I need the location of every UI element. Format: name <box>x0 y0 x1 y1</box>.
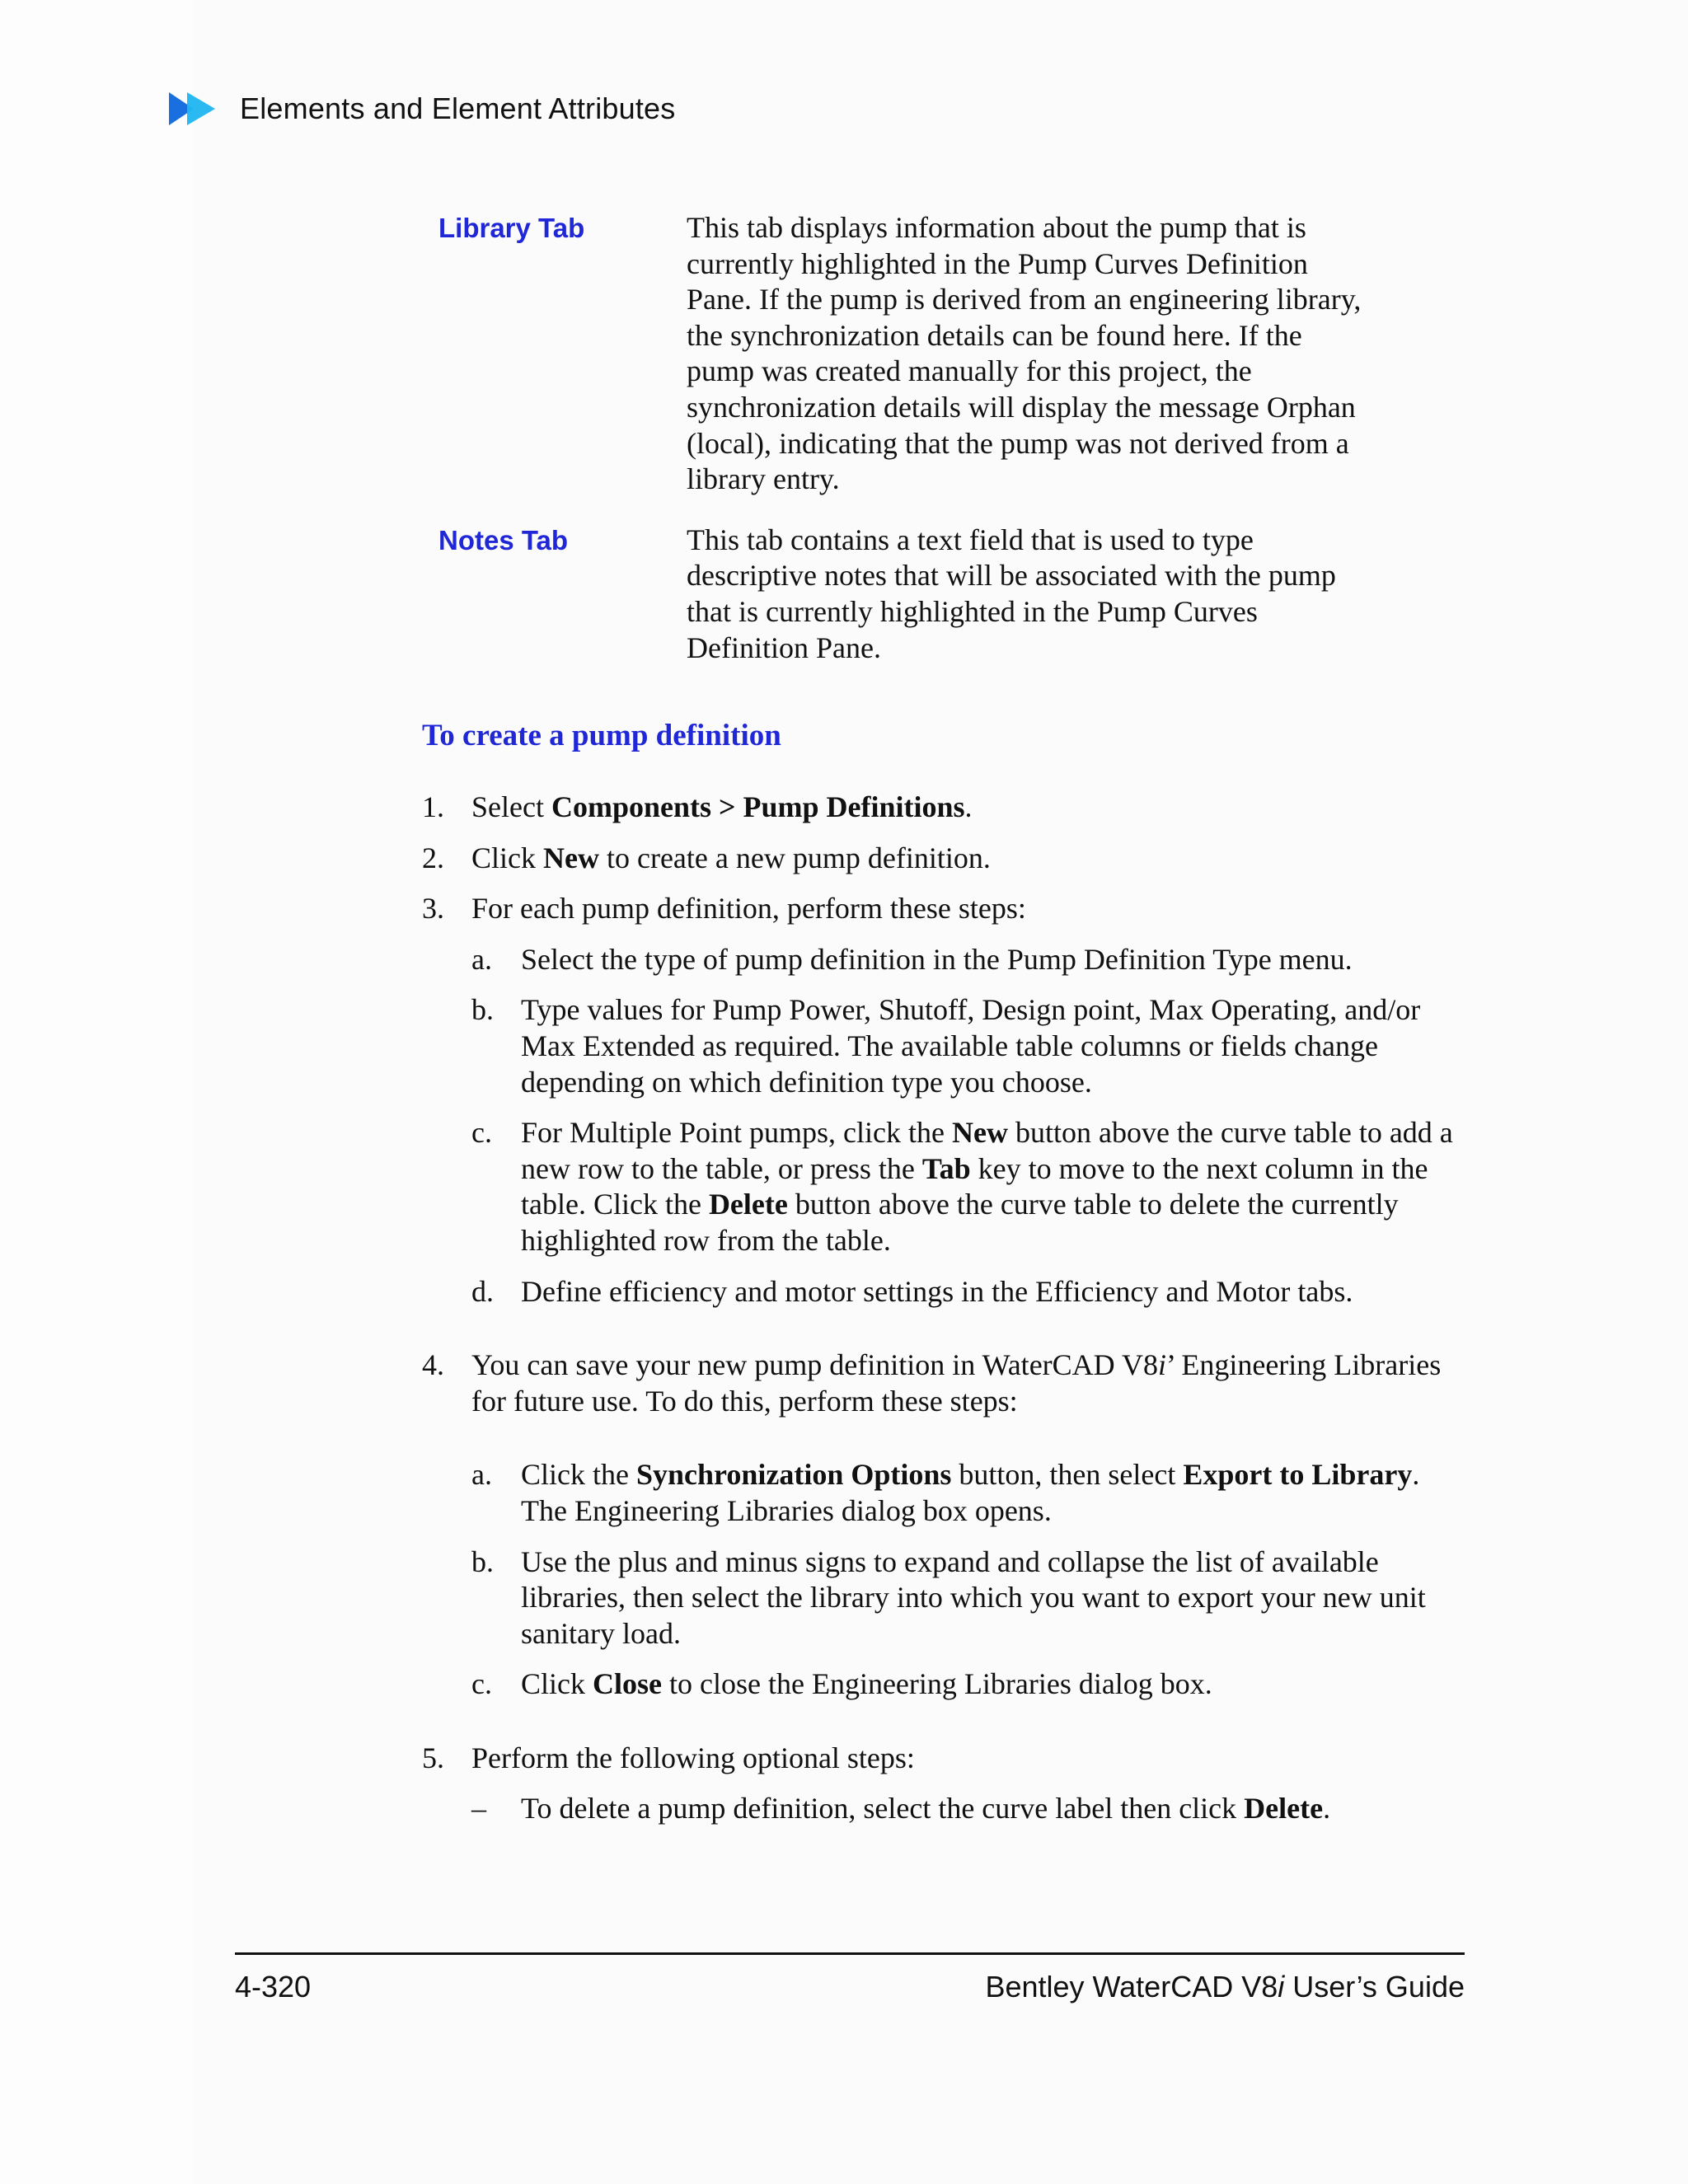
text-run: ’ Engineering Libraries for future use. To do this, perform these steps: <box>471 1348 1442 1418</box>
step-number: 5. <box>422 1741 444 1774</box>
step-text <box>471 1347 1469 1419</box>
text-run: button above the curve table to delete the currently highlighted row from the table. <box>521 1188 1399 1257</box>
substep-marker: c. <box>471 1116 492 1150</box>
substep-4c <box>471 1666 1469 1703</box>
substep-marker: a. <box>471 942 492 976</box>
step-5 <box>422 1741 1469 1777</box>
procedure-heading: To create a pump definition <box>422 719 781 752</box>
button-name: Synchronization Options <box>635 1458 952 1492</box>
step-number: 1. <box>422 790 444 823</box>
step-number: 2. <box>422 841 444 874</box>
chapter-title: Elements and Element Attributes <box>240 91 676 125</box>
text-run: . <box>1323 1792 1331 1825</box>
step-3 <box>422 891 1469 927</box>
substep-text: Select the type of pump definition in the Pump Definition Type menu. <box>521 942 1353 976</box>
step-2 <box>422 841 1469 877</box>
text-run: key to move to the next column in the table. Click the <box>521 1151 1428 1221</box>
menu-item-name: Export to Library <box>1183 1458 1413 1492</box>
substep-text: Type values for Pump Power, Shutoff, Design point, Max Operating, and/or Max Extended as required. The available table columns or fields change depending on which definition type you choose. <box>521 993 1421 1099</box>
step-4-substeps <box>471 1457 1469 1703</box>
definition-row-notes-tab <box>438 523 1378 666</box>
text-run: Select <box>471 790 551 823</box>
double-chevron-right-icon <box>169 91 222 127</box>
text-run: button, then select <box>951 1458 1184 1492</box>
text-run: Click the <box>521 1458 636 1492</box>
product-version-italic: i <box>1158 1348 1167 1382</box>
substep-3b <box>471 992 1469 1100</box>
step-5-substeps <box>471 1791 1469 1827</box>
definition-description: This tab contains a text field that is used to type descriptive notes that will be associated with the pump that is currently highlighted in the Pump Curves Definition Pane. <box>687 523 1336 664</box>
substep-marker: a. <box>471 1458 492 1492</box>
menu-path: Components > Pump Definitions <box>551 790 965 823</box>
substep-text: Define efficiency and motor settings in the Efficiency and Motor tabs. <box>521 1274 1353 1308</box>
definition-term: Notes Tab <box>438 524 569 555</box>
text-run: Click <box>521 1667 593 1701</box>
book-title-italic: i <box>1278 1970 1285 2004</box>
book-title <box>985 1970 1465 2004</box>
footer-divider <box>235 1952 1465 1955</box>
button-name: New <box>543 841 599 874</box>
book-title-text: User’s Guide <box>1284 1970 1465 2004</box>
button-name: Delete <box>1244 1792 1324 1825</box>
step-1 <box>422 790 1469 826</box>
button-name: New <box>951 1116 1008 1150</box>
step-3-substeps <box>471 942 1469 1310</box>
text-run: To delete a pump definition, select the curve label then click <box>521 1792 1245 1825</box>
substep-4a <box>471 1457 1469 1529</box>
definition-row-library-tab <box>438 210 1378 498</box>
substep-text <box>521 1115 1469 1258</box>
page-header <box>169 86 675 132</box>
substep-marker: b. <box>471 993 494 1027</box>
dash-bullet: – <box>471 1792 486 1825</box>
substep-text <box>521 1666 1469 1703</box>
page-number: 4-320 <box>235 1970 312 2004</box>
text-run: For Multiple Point pumps, click the <box>521 1116 952 1150</box>
button-name: Delete <box>708 1188 788 1221</box>
step-text <box>471 790 1469 826</box>
step-text: For each pump definition, perform these steps: <box>471 892 1026 926</box>
text-run: . <box>964 790 973 823</box>
key-name: Tab <box>921 1151 971 1185</box>
substep-text <box>521 1457 1469 1529</box>
step-number: 3. <box>422 892 444 926</box>
text-run: Click <box>471 841 543 874</box>
substep-text: Use the plus and minus signs to expand and collapse the list of available libraries, then select the library into which you want to export your new unit sanitary load. <box>521 1544 1426 1650</box>
text-run: to create a new pump definition. <box>598 841 991 874</box>
definition-description: This tab displays information about the pump that is currently highlighted in the Pump Curves Definition Pane. If the pump is derived from an engineering library, the synchronization details can be found here. If the pump was created manually for this project, the synchronization details will display the message Orphan (local), indicating that the pump was not derived from a library entry. <box>687 211 1362 496</box>
text-run: . The Engineering Libraries dialog box opens. <box>521 1458 1420 1527</box>
substep-3d <box>471 1274 1469 1310</box>
text-run: to close the Engineering Libraries dialog box. <box>662 1667 1212 1701</box>
substep-marker: c. <box>471 1667 492 1701</box>
substep-3c <box>471 1115 1469 1258</box>
text-run: You can save your new pump definition in WaterCAD V8 <box>471 1348 1159 1382</box>
book-title-text: Bentley WaterCAD V8 <box>985 1970 1278 2004</box>
text-run: button above the curve table to add a new row to the table, or press the <box>521 1116 1453 1185</box>
step-number: 4. <box>422 1348 444 1382</box>
button-name: Close <box>593 1667 662 1701</box>
procedure-steps <box>422 790 1469 1827</box>
step-text: Perform the following optional steps: <box>471 1741 915 1774</box>
step-4 <box>422 1347 1469 1419</box>
tab-definitions <box>438 210 1378 691</box>
step-text <box>471 841 1469 877</box>
substep-marker: b. <box>471 1544 494 1578</box>
substep-3a <box>471 942 1469 978</box>
substep-text <box>521 1791 1469 1827</box>
substep-marker: d. <box>471 1274 494 1308</box>
substep-4b <box>471 1544 1469 1652</box>
definition-term: Library Tab <box>438 213 585 243</box>
substep-5-bullet <box>471 1791 1469 1827</box>
